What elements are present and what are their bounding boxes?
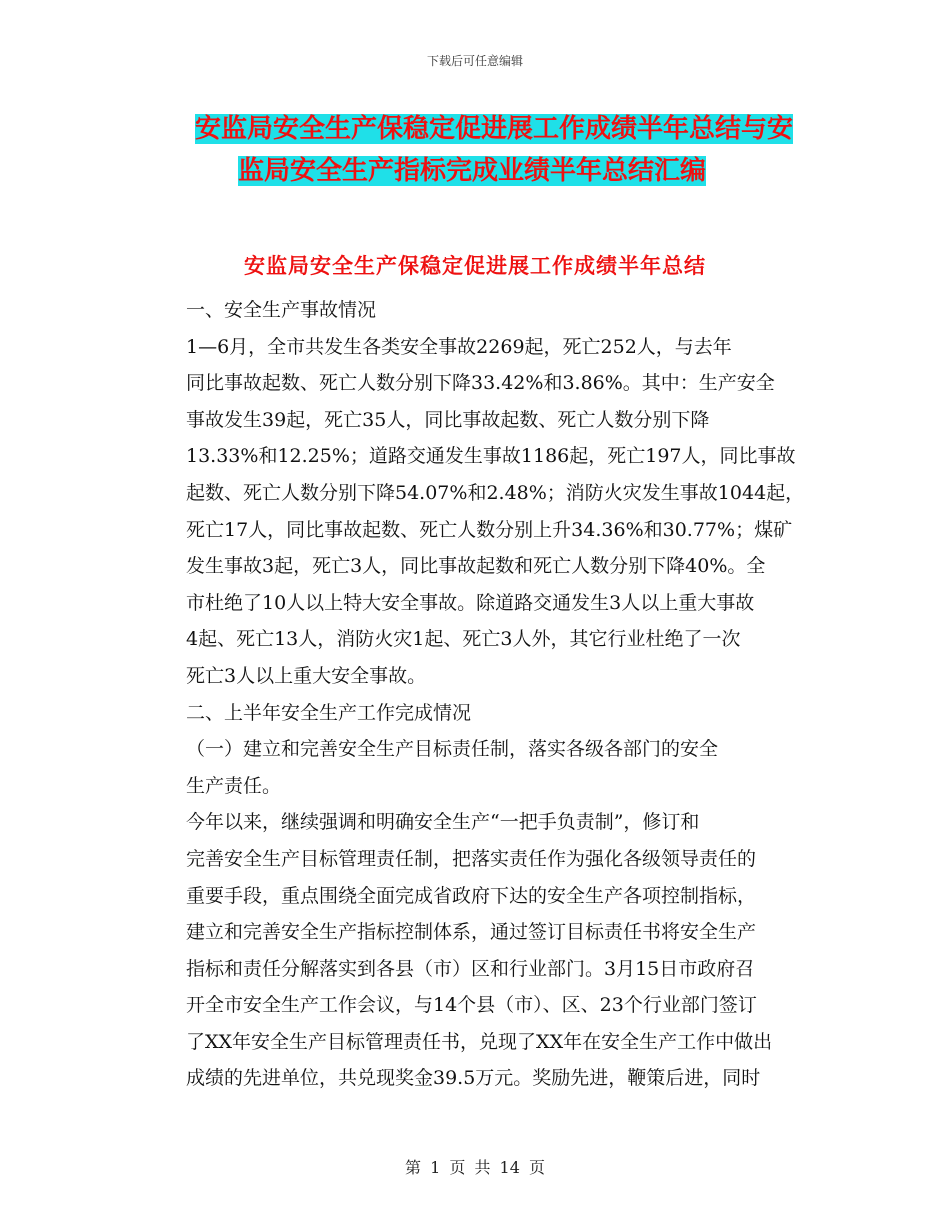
paragraph-accident-statistics — [142, 329, 812, 695]
page-number-footer: 第 1 页 共 14 页 — [405, 1158, 545, 1177]
document-title-line-2 — [140, 150, 820, 192]
heading-accident-situation — [142, 292, 812, 329]
text-line: 成绩的先进单位，共兑现奖金39.5万元。奖励先进，鞭策后进，同时 — [186, 1067, 761, 1090]
text-line: 一、安全生产事故情况 — [186, 299, 377, 321]
document-title-line-1 — [140, 108, 820, 150]
paragraph-responsibility-details — [142, 804, 812, 1097]
subheading-responsibility-system — [142, 731, 812, 804]
text-line: 4起、死亡13人，消防火灾1起、死亡3人外，其它行业杜绝了一次 — [186, 628, 741, 651]
heading-work-completion — [142, 695, 812, 732]
text-line: 开全市安全生产工作会议，与14个县（市）、区、23个行业部门签订 — [186, 994, 757, 1017]
title-highlight-2: 监局安全生产指标完成业绩半年总结汇编 — [238, 156, 707, 186]
text-line: 同比事故起数、死亡人数分别下降33.42%和3.86%。其中：生产安全 — [186, 372, 775, 395]
text-line: 二、上半年安全生产工作完成情况 — [186, 701, 472, 724]
title-highlight-1: 安监局安全生产保稳定促进展工作成绩半年总结与安 — [195, 114, 794, 144]
text-line: 重要手段，重点围绕全面完成省政府下达的安全生产各项控制指标， — [186, 884, 757, 907]
section-title: 安监局安全生产保稳定促进展工作成绩半年总结 — [244, 254, 706, 278]
text-line: 发生事故3起，死亡3人，同比事故起数和死亡人数分别下降40%。全 — [186, 555, 766, 578]
document-title — [140, 108, 820, 192]
text-line: 死亡3人以上重大安全事故。 — [186, 664, 427, 687]
text-line: 死亡17人，同比事故起数、死亡人数分别上升34.36%和30.77%；煤矿 — [186, 518, 793, 541]
header-note: 下载后可任意编辑 — [426, 54, 523, 68]
text-line: 了XX年安全生产目标管理责任书，兑现了XX年在安全生产工作中做出 — [186, 1030, 773, 1053]
text-line: 起数、死亡人数分别下降54.07%和2.48%；消防火灾发生事故1044起， — [186, 481, 805, 504]
text-line: 完善安全生产目标管理责任制，把落实责任作为强化各级领导责任的 — [186, 847, 757, 870]
body-text — [142, 292, 812, 1097]
text-line: 事故发生39起，死亡35人，同比事故起数、死亡人数分别下降 — [186, 408, 710, 431]
text-line: 1—6月，全市共发生各类安全事故2269起，死亡252人，与去年 — [186, 335, 732, 358]
text-line: 生产责任。 — [186, 774, 282, 797]
text-line: 市杜绝了10人以上特大安全事故。除道路交通发生3人以上重大事故 — [186, 591, 755, 614]
text-line: 指标和责任分解落实到各县（市）区和行业部门。3月15日市政府召 — [186, 957, 755, 980]
text-line: 13.33%和12.25%；道路交通发生事故1186起，死亡197人，同比事故 — [186, 445, 796, 468]
text-line: 今年以来，继续强调和明确安全生产“一把手负责制”，修订和 — [186, 811, 700, 834]
text-line: （一）建立和完善安全生产目标责任制，落实各级各部门的安全 — [186, 738, 719, 761]
text-line: 建立和完善安全生产指标控制体系，通过签订目标责任书将安全生产 — [186, 921, 757, 944]
